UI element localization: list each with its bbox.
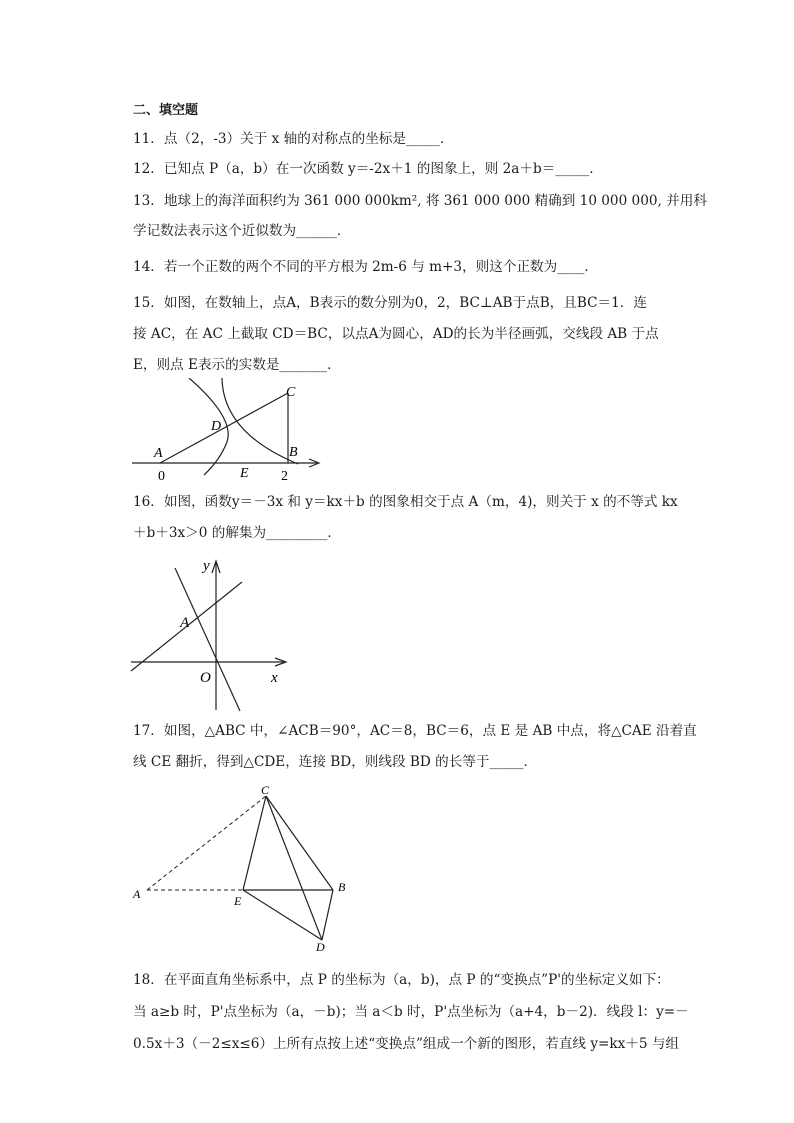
- question-15-line-2: 接 AC，在 AC 上截取 CD＝BC，以点A为圆心，AD的长为半径画弧，交线段 AB 于点: [133, 326, 659, 342]
- tick-2: 2: [281, 469, 288, 484]
- question-12: 12．已知点 P（a，b）在一次函数 y＝-2x＋1 的图象上，则 2a＋b＝_____．: [133, 161, 603, 177]
- question-11: 11．点（2，-3）关于 x 轴的对称点的坐标是_____．: [133, 131, 454, 147]
- label-y: y: [203, 558, 210, 574]
- label-D: D: [211, 419, 222, 434]
- label-B: B: [338, 880, 346, 894]
- segment-ED: [243, 890, 322, 940]
- section-heading: 二、填空题: [133, 103, 199, 118]
- label-E: E: [234, 894, 242, 908]
- label-x: x: [271, 670, 278, 686]
- question-18-line-3: 0.5x＋3（－2≤x≤6）上所有点按上述“变换点”组成一个新的图形，若直线 y=kx＋5 与组: [133, 1036, 680, 1052]
- label-C: C: [286, 385, 296, 400]
- question-15-line-1: 15．如图，在数轴上，点A，B表示的数分别为0，2，BC⊥AB于点B，且BC＝1．连: [133, 295, 647, 311]
- number-line-figure: [125, 378, 335, 488]
- segment-AC-dashed: [147, 796, 266, 890]
- label-B: B: [289, 445, 298, 460]
- question-15-line-3: E，则点 E表示的实数是_______．: [133, 357, 341, 373]
- question-18-line-1: 18．在平面直角坐标系中，点 P 的坐标为（a，b)，点 P 的“变换点”P'的坐标定义如下：: [133, 972, 670, 988]
- tick-0: 0: [158, 469, 165, 484]
- label-A: A: [133, 887, 141, 901]
- label-D: D: [316, 940, 325, 954]
- question-17-line-2: 线 CE 翻折，得到△CDE，连接 BD，则线段 BD 的长等于_____．: [133, 754, 538, 770]
- arc-center-A: [189, 378, 228, 475]
- segment-CD: [266, 796, 322, 940]
- label-E: E: [240, 466, 249, 481]
- question-13-line-2: 学记数法表示这个近似数为______．: [133, 223, 351, 239]
- question-18-line-2: 当 a≥b 时，P'点坐标为（a，－b)；当 a＜b 时，P'点坐标为（a+4，b－2)．线段 l：y=－: [133, 1004, 689, 1020]
- segment-CB: [266, 796, 333, 890]
- segment-AC: [160, 393, 288, 463]
- question-17-line-1: 17．如图，△ABC 中，∠ACB＝90°，AC＝8，BC＝6，点 E 是 AB 中点，将△CAE 沿着直: [133, 723, 697, 739]
- triangle-fold-figure: [125, 780, 360, 960]
- label-O: O: [200, 670, 211, 686]
- question-13-line-1: 13．地球上的海洋面积约为 361 000 000km², 将 361 000 000 精确到 10 000 000, 并用科: [133, 193, 707, 209]
- label-A: A: [154, 446, 163, 461]
- linear-functions-figure: [125, 553, 295, 713]
- segment-CE: [243, 796, 266, 890]
- label-C: C: [261, 783, 270, 797]
- line-y-neg3x: [175, 568, 240, 711]
- question-16-line-2: ＋b＋3x＞0 的解集为_________．: [133, 525, 341, 541]
- question-14: 14．若一个正数的两个不同的平方根为 2m-6 与 m+3，则这个正数为____．: [133, 259, 598, 275]
- segment-BD: [322, 890, 333, 940]
- label-A: A: [180, 615, 190, 631]
- question-16-line-1: 16．如图，函数y＝－3x 和 y＝kx＋b 的图象相交于点 A（m，4)，则关于 x 的不等式 kx: [133, 494, 678, 510]
